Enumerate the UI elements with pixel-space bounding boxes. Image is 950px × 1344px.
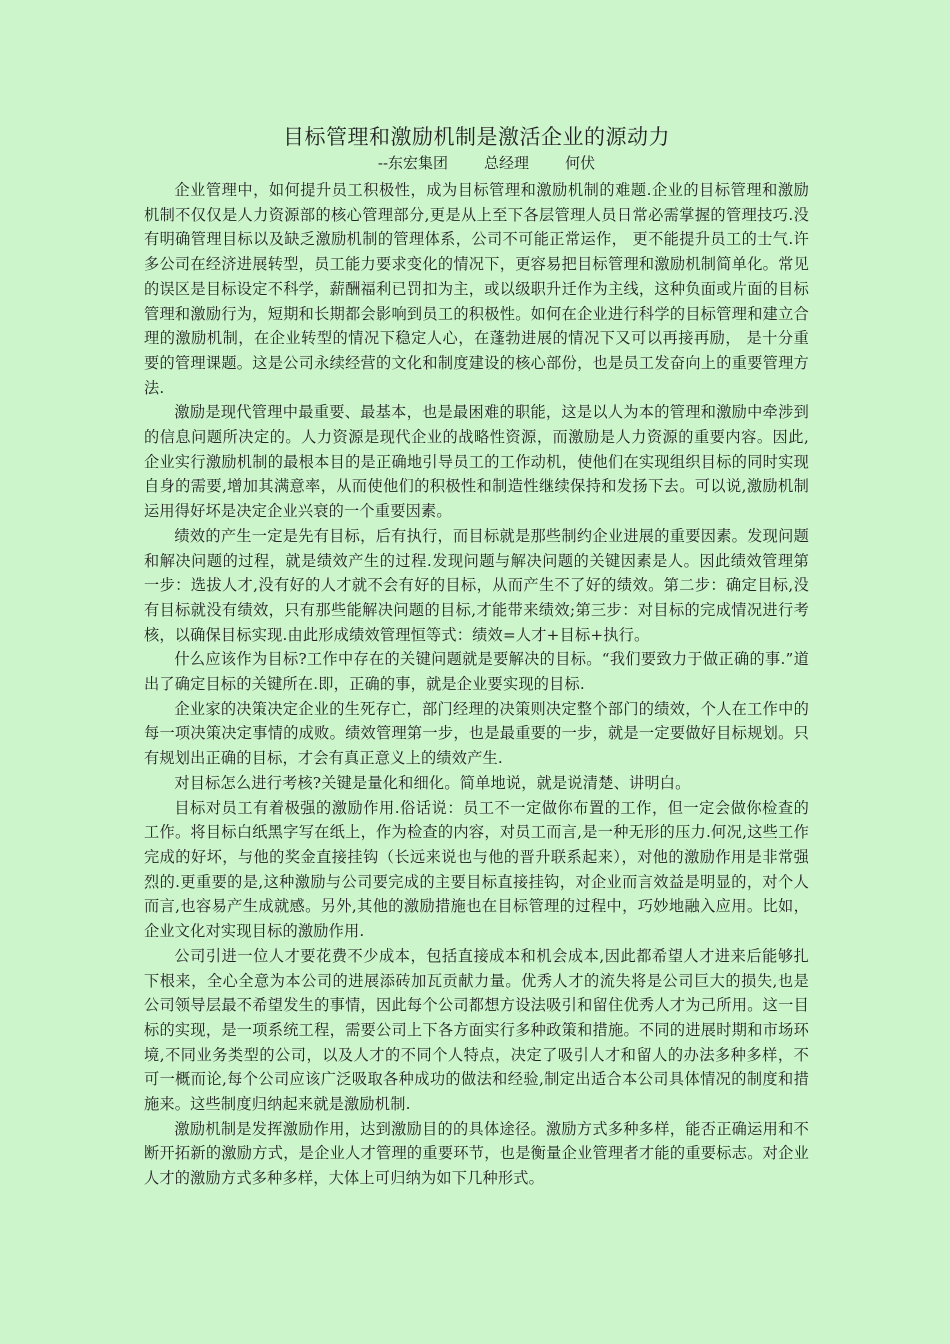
document-page xyxy=(144,122,809,1191)
byline-organization: --东宏集团 xyxy=(377,154,449,172)
paragraph: 什么应该作为目标?工作中存在的关键问题就是要解决的目标。“我们要致力于做正确的事.”道出了确定目标的关键所在.即，正确的事，就是企业要实现的目标. xyxy=(144,650,809,694)
paragraph: 绩效的产生一定是先有目标，后有执行，而目标就是那些制约企业进展的重要因素。发现问题和解决问题的过程，就是绩效产生的过程.发现问题与解决问题的关键因素是人。因此绩效管理第一步：选拔人才,没有好的人才就不会有好的目标，从而产生不了好的绩效。第二步：确定目标,没有目标就没有绩效，只有那些能解决问题的目标,才能带来绩效;第三步：对目标的完成情况进行考核，以确保目标实现.由此形成绩效管理恒等式：绩效=人才+目标+执行。 xyxy=(144,526,809,644)
paragraph: 对目标怎么进行考核?关键是量化和细化。简单地说，就是说清楚、讲明白。 xyxy=(174,773,691,792)
byline-position: 总经理 xyxy=(484,154,530,172)
paragraph: 企业家的决策决定企业的生死存亡，部门经理的决策则决定整个部门的绩效，个人在工作中的每一项决策决定事情的成败。绩效管理第一步，也是最重要的一步，就是一定要做好目标规划。只有规划出正确的目标，才会有真正意义上的绩效产生. xyxy=(144,699,809,768)
byline-name: 何伏 xyxy=(565,154,596,172)
paragraph: 企业管理中，如何提升员工积极性，成为目标管理和激励机制的难题.企业的目标管理和激励机制不仅仅是人力资源部的核心管理部分,更是从上至下各层管理人员日常必需掌握的管理技巧.没有明确管理目标以及缺乏激励机制的管理体系，公司不可能正常运作， 更不能提升员工的士气.许多公司在经济进展转型，员工能力要求变化的情况下，更容易把目标管理和激励机制简单化。常见的误区是目标设定不科学，薪酬福利已罚扣为主，或以级职升迁作为主线，这种负面或片面的目标管理和激励行为，短期和长期都会影响到员工的积极性。如何在企业进行科学的目标管理和建立合理的激励机制，在企业转型的情况下稳定人心，在蓬勃进展的情况下又可以再接再励， 是十分重要的管理课题。这是公司永续经营的文化和制度建设的核心部份，也是员工发奋向上的重要管理方法. xyxy=(144,181,809,397)
paragraph: 激励机制是发挥激励作用，达到激励目的的具体途径。激励方式多种多样，能否正确运用和不断开拓新的激励方式，是企业人才管理的重要环节，也是衡量企业管理者才能的重要标志。对企业人才的激励方式多种多样，大体上可归纳为如下几种形式。 xyxy=(144,1119,809,1188)
document-title: 目标管理和激励机制是激活企业的源动力 xyxy=(283,125,670,149)
author-byline xyxy=(144,152,809,174)
document-body xyxy=(144,178,809,1191)
paragraph: 公司引进一位人才要花费不少成本，包括直接成本和机会成本,因此都希望人才进来后能够扎下根来，全心全意为本公司的进展添砖加瓦贡献力量。优秀人才的流失将是公司巨大的损失,也是公司领导层最不希望发生的事情，因此每个公司都想方设法吸引和留住优秀人才为己所用。这一目标的实现，是一项系统工程，需要公司上下各方面实行多种政策和措施。不同的进展时期和市场环境,不同业务类型的公司，以及人才的不同个人特点，决定了吸引人才和留人的办法多种多样，不可一概而论,每个公司应该广泛吸取各种成功的做法和经验,制定出适合本公司具体情况的制度和措施来。这些制度归纳起来就是激励机制. xyxy=(144,946,809,1114)
paragraph: 激励是现代管理中最重要、最基本，也是最困难的职能，这是以人为本的管理和激励中牵涉到的信息问题所决定的。人力资源是现代企业的战略性资源，而激励是人力资源的重要内容。因此,企业实行激励机制的最根本目的是正确地引导员工的工作动机，使他们在实现组织目标的同时实现自身的需要,增加其满意率，从而使他们的积极性和制造性继续保持和发扬下去。可以说,激励机制运用得好坏是决定企业兴衰的一个重要因素。 xyxy=(144,403,809,521)
paragraph: 目标对员工有着极强的激励作用.俗话说：员工不一定做你布置的工作，但一定会做你检查的工作。将目标白纸黑字写在纸上，作为检查的内容，对员工而言,是一种无形的压力.何况,这些工作完成的好坏，与他的奖金直接挂钩（长远来说也与他的晋升联系起来），对他的激励作用是非常强烈的.更重要的是,这种激励与公司要完成的主要目标直接挂钩，对企业而言效益是明显的，对个人而言,也容易产生成就感。另外,其他的激励措施也在目标管理的过程中，巧妙地融入应用。比如，企业文化对实现目标的激励作用. xyxy=(144,798,809,941)
